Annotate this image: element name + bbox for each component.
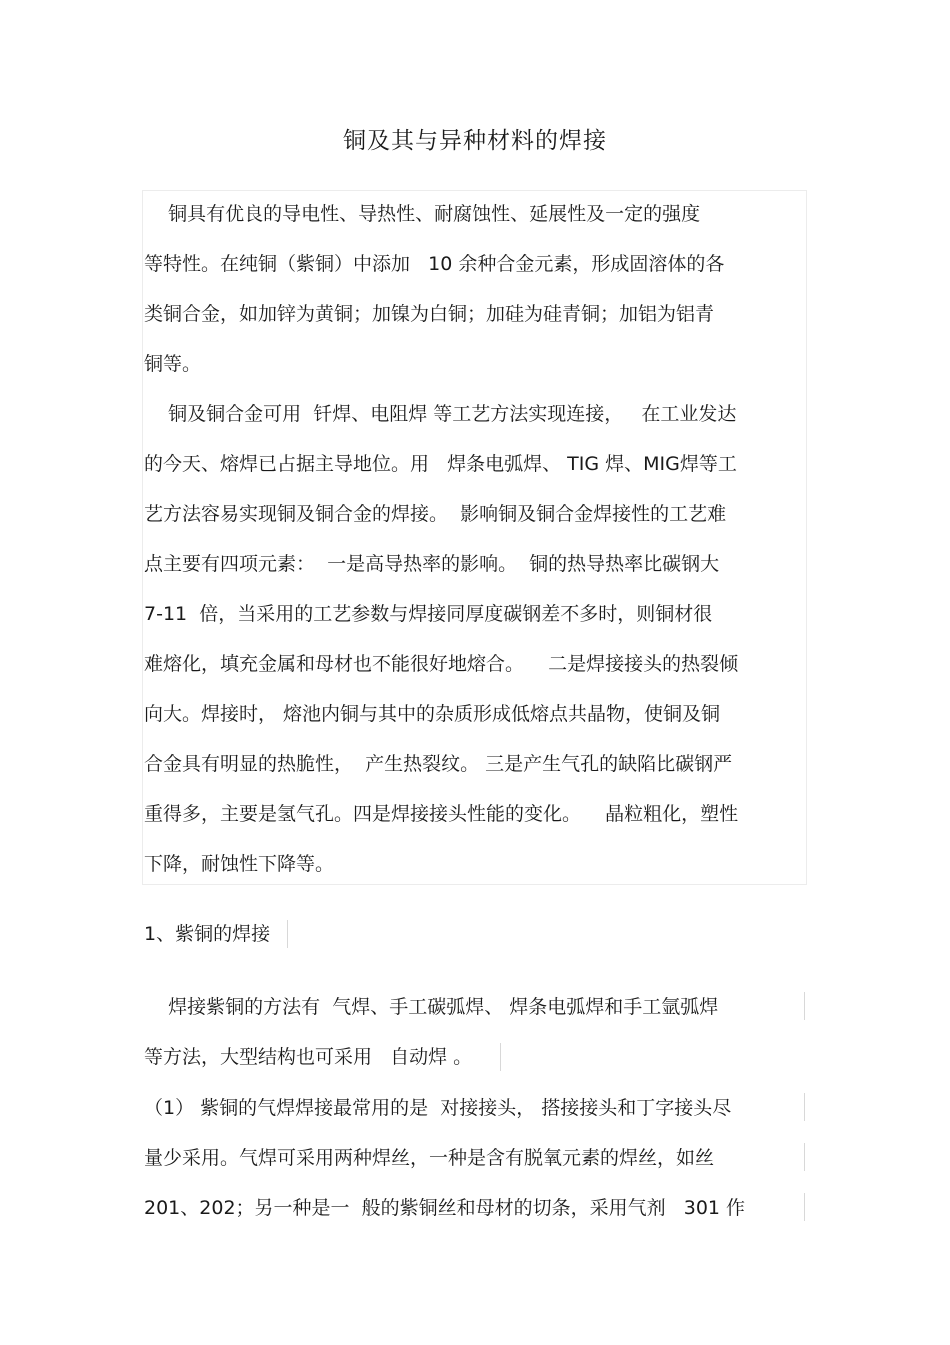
text-line: 铜等。 bbox=[144, 353, 202, 375]
text-line: 铜及铜合金可用 钎焊、电阻焊 等工艺方法实现连接， 在工业发达 bbox=[144, 403, 737, 425]
text-line: 7-11 倍，当采用的工艺参数与焊接同厚度碳钢差不多时，则铜材很 bbox=[144, 603, 713, 625]
section-heading: 1、紫铜的焊接 bbox=[144, 923, 271, 945]
text-line: 重得多，主要是氢气孔。四是焊接接头性能的变化。 晶粒粗化，塑性 bbox=[144, 803, 739, 825]
text-line: 难熔化，填充金属和母材也不能很好地熔合。 二是焊接接头的热裂倾 bbox=[144, 653, 739, 675]
text-line: （1） 紫铜的气焊焊接最常用的是 对接接头， 搭接接头和丁字接头尽 bbox=[144, 1097, 732, 1119]
text-line: 焊接紫铜的方法有 气焊、手工碳弧焊、 焊条电弧焊和手工氩弧焊 bbox=[144, 996, 719, 1018]
text-line: 类铜合金，如加锌为黄铜；加镍为白铜；加硅为硅青铜；加铝为铝青 bbox=[144, 303, 715, 325]
text-line: 等特性。在纯铜（紫铜）中添加 10 余种合金元素，形成固溶体的各 bbox=[144, 253, 725, 275]
text-line: 等方法，大型结构也可采用 自动焊 。 bbox=[144, 1046, 473, 1068]
divider bbox=[500, 1043, 501, 1071]
text-line: 点主要有四项元素： 一是高导热率的影响。 铜的热导热率比碳钢大 bbox=[144, 553, 720, 575]
divider bbox=[804, 1193, 805, 1221]
text-line: 下降，耐蚀性下降等。 bbox=[144, 853, 335, 875]
text-line: 量少采用。气焊可采用两种焊丝，一种是含有脱氧元素的焊丝，如丝 bbox=[144, 1147, 715, 1169]
divider bbox=[804, 992, 805, 1020]
text-line: 合金具有明显的热脆性， 产生热裂纹。 三是产生气孔的缺陷比碳钢严 bbox=[144, 753, 733, 775]
divider bbox=[287, 920, 288, 948]
text-line: 艺方法容易实现铜及铜合金的焊接。 影响铜及铜合金焊接性的工艺难 bbox=[144, 503, 727, 525]
intro-frame bbox=[142, 190, 807, 885]
document-title: 铜及其与异种材料的焊接 bbox=[343, 128, 607, 154]
divider bbox=[804, 1143, 805, 1171]
text-line: 向大。焊接时， 熔池内铜与其中的杂质形成低熔点共晶物，使铜及铜 bbox=[144, 703, 721, 725]
text-line: 铜具有优良的导电性、导热性、耐腐蚀性、延展性及一定的强度 bbox=[144, 203, 701, 225]
divider bbox=[804, 1093, 805, 1121]
text-line: 201、202；另一种是一 般的紫铜丝和母材的切条，采用气剂 301 作 bbox=[144, 1197, 746, 1219]
text-line: 的今天、熔焊已占据主导地位。用 焊条电弧焊、 TIG 焊、MIG焊等工 bbox=[144, 453, 737, 475]
